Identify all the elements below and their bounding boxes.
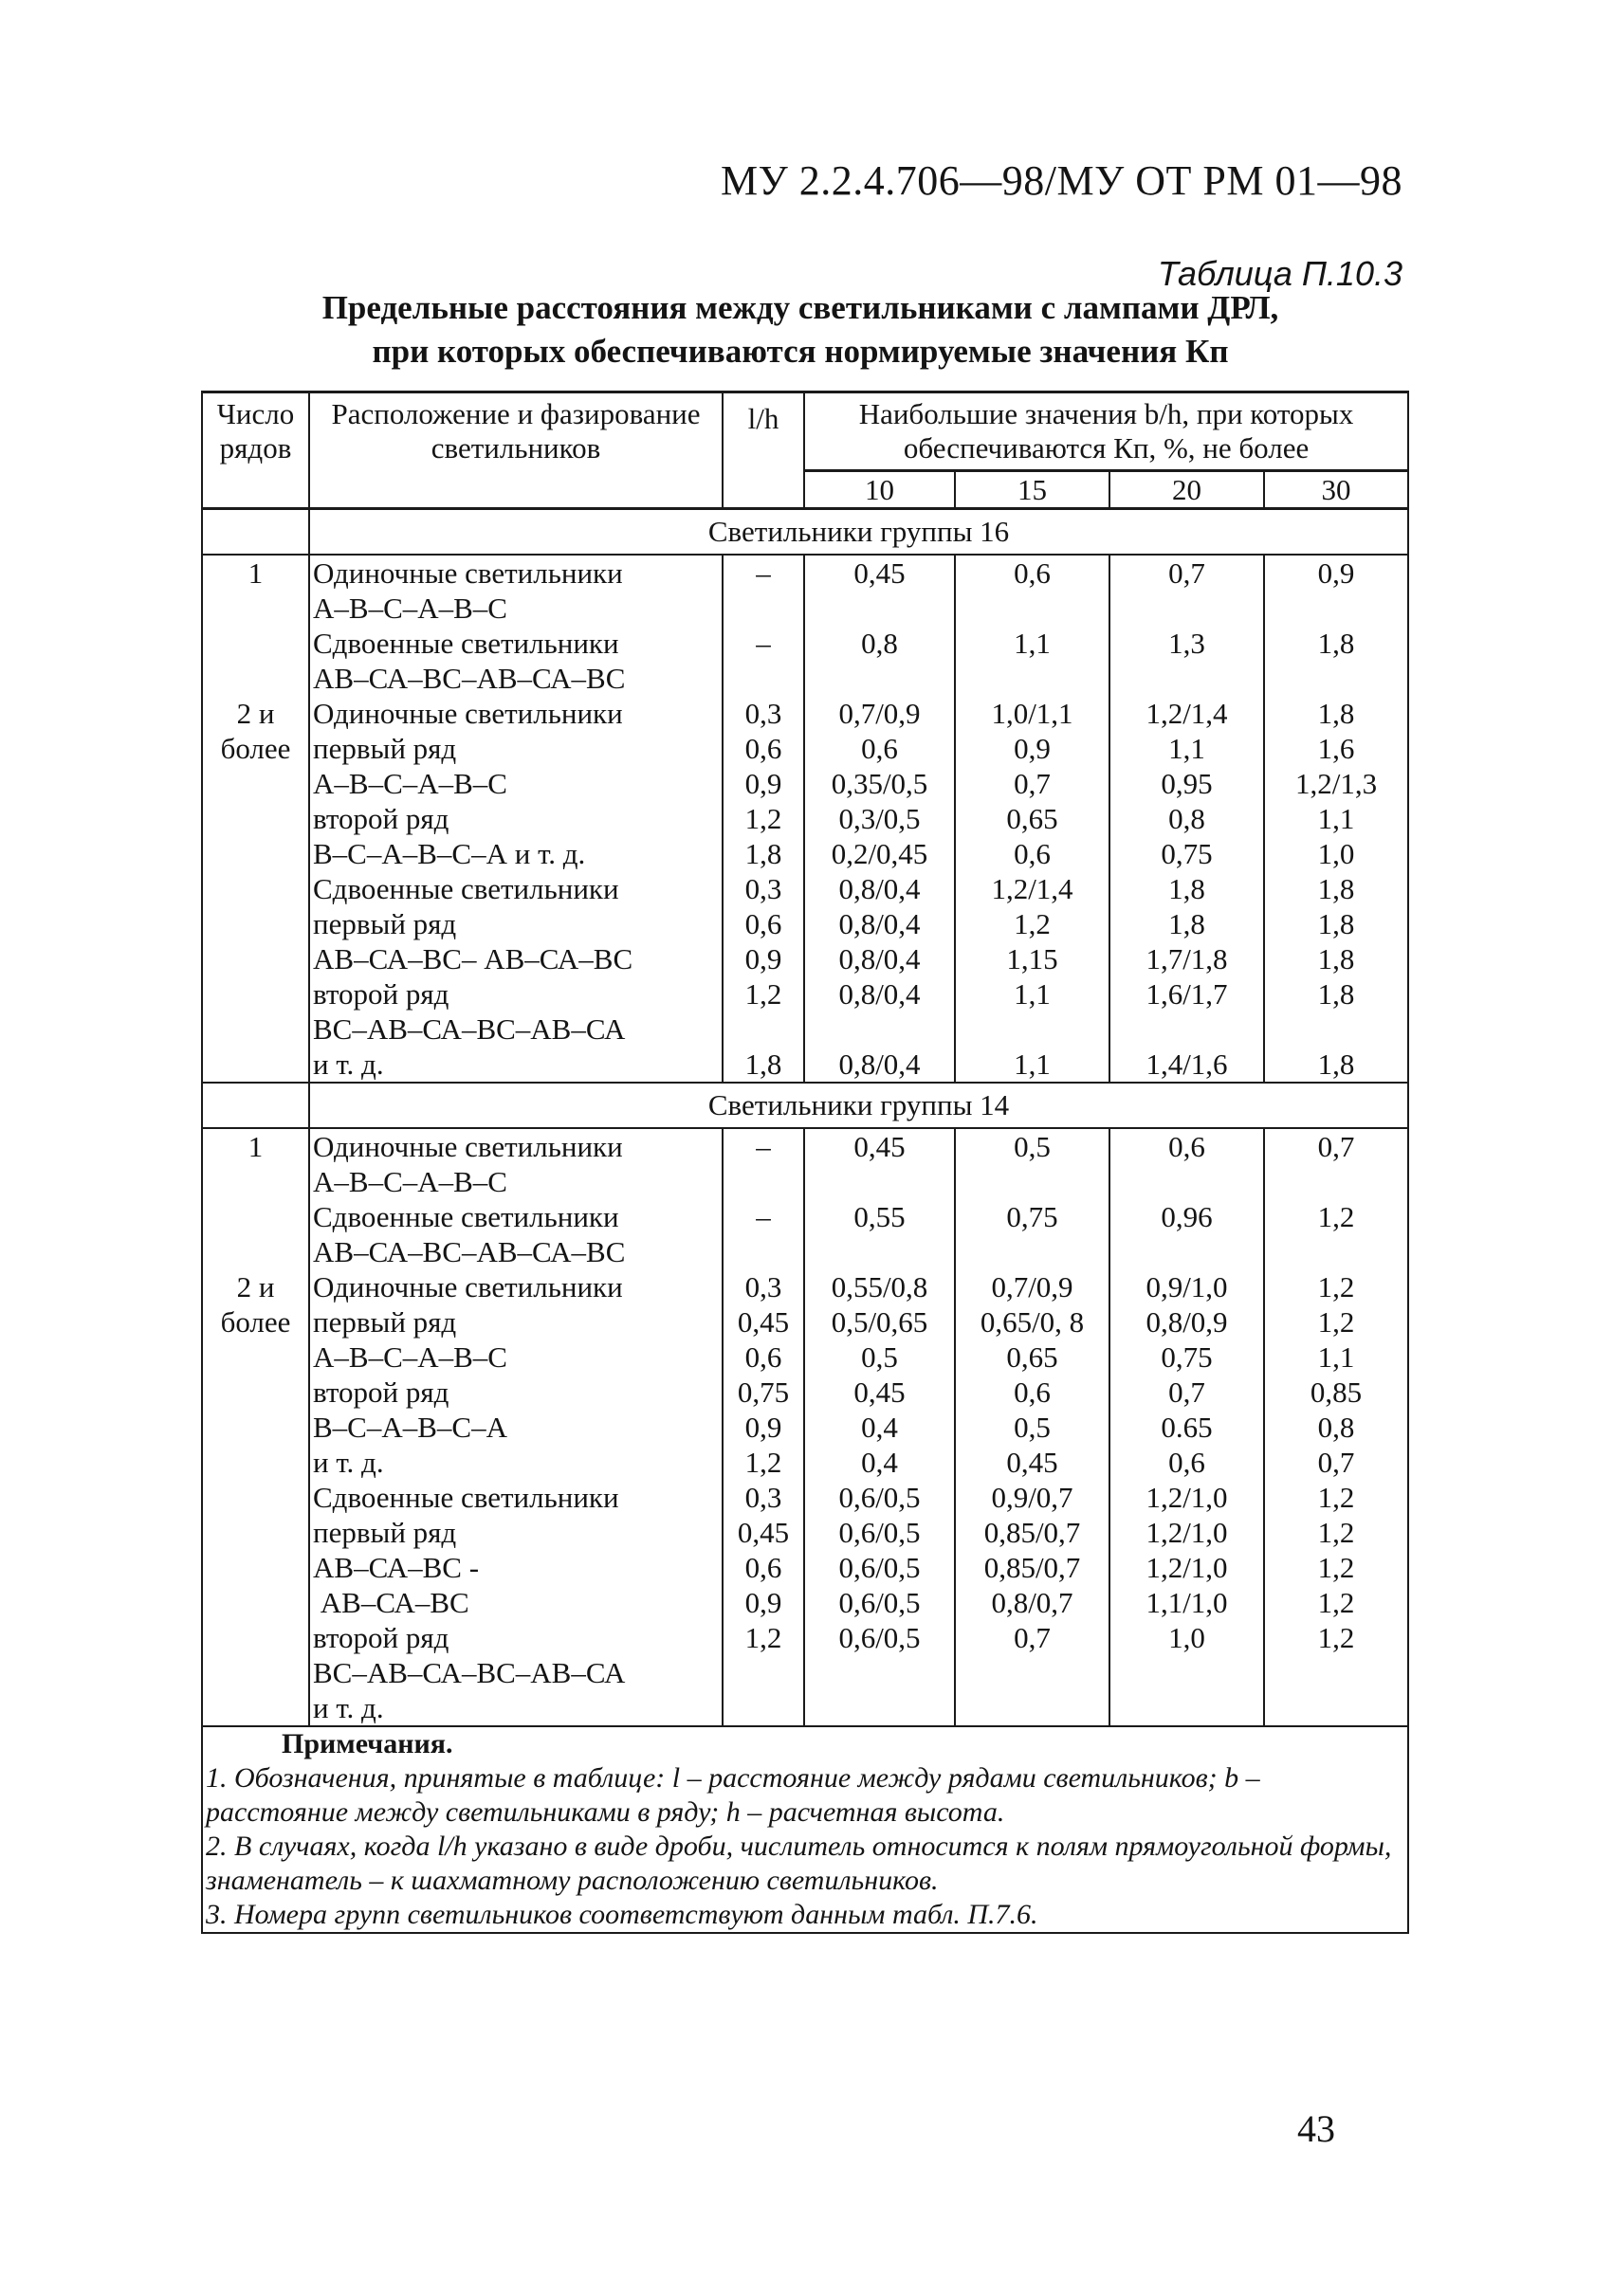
lh-cell: 0,3 bbox=[723, 871, 804, 906]
table-row bbox=[202, 976, 1408, 1011]
kp10-cell: 0,6/0,5 bbox=[804, 1585, 955, 1620]
kp15-cell: 1,2/1,4 bbox=[955, 871, 1109, 906]
header-max-bh: Наибольшие значения b/h, при которых обеспечиваются Кп, %, не более bbox=[804, 392, 1408, 471]
kp30-cell: 1,2 bbox=[1264, 1269, 1408, 1304]
kp10-cell bbox=[804, 1655, 955, 1690]
table-row bbox=[202, 1234, 1408, 1269]
table-title bbox=[203, 286, 1398, 374]
kp30-cell: 1,8 bbox=[1264, 906, 1408, 941]
kp10-cell: 0,6/0,5 bbox=[804, 1515, 955, 1550]
kp30-cell: 1,8 bbox=[1264, 941, 1408, 976]
kp15-cell: 1,15 bbox=[955, 941, 1109, 976]
kp10-cell: 0,8 bbox=[804, 626, 955, 661]
kp20-cell: 0,6 bbox=[1109, 1128, 1264, 1164]
kp30-cell: 1,6 bbox=[1264, 731, 1408, 766]
rows-count-cell bbox=[202, 1234, 309, 1269]
lh-cell: 0,3 bbox=[723, 696, 804, 731]
table-row bbox=[202, 1445, 1408, 1480]
lh-cell bbox=[723, 591, 804, 626]
arrangement-cell: Одиночные светильники bbox=[309, 555, 723, 591]
kp30-cell: 1,2 bbox=[1264, 1304, 1408, 1339]
kp30-cell: 1,8 bbox=[1264, 871, 1408, 906]
rows-count-cell bbox=[202, 661, 309, 696]
kp20-cell: 0,75 bbox=[1109, 836, 1264, 871]
arrangement-cell: второй ряд bbox=[309, 801, 723, 836]
table-number: Таблица П.10.3 bbox=[1157, 254, 1402, 293]
rows-count-cell bbox=[202, 1515, 309, 1550]
lh-cell: 0,9 bbox=[723, 1585, 804, 1620]
kp30-cell: 1,1 bbox=[1264, 1339, 1408, 1375]
kp30-cell: 1,2 bbox=[1264, 1620, 1408, 1655]
lh-cell: 0,75 bbox=[723, 1375, 804, 1410]
header-lh: l/h bbox=[723, 392, 804, 509]
table-row bbox=[202, 1620, 1408, 1655]
lh-cell: – bbox=[723, 1128, 804, 1164]
rows-count-cell bbox=[202, 801, 309, 836]
kp20-cell: 1,2/1,0 bbox=[1109, 1550, 1264, 1585]
notes-heading: Примечания. bbox=[282, 1728, 453, 1759]
kp30-cell bbox=[1264, 661, 1408, 696]
notes-row bbox=[202, 1726, 1408, 1933]
kp20-cell bbox=[1109, 661, 1264, 696]
lh-cell: 0,9 bbox=[723, 941, 804, 976]
kp20-cell bbox=[1109, 591, 1264, 626]
kp30-cell: 1,8 bbox=[1264, 626, 1408, 661]
table-row bbox=[202, 1655, 1408, 1690]
lh-cell bbox=[723, 1655, 804, 1690]
kp10-cell bbox=[804, 1011, 955, 1047]
arrangement-cell: А–В–С–А–В–С bbox=[309, 1164, 723, 1199]
arrangement-cell: первый ряд bbox=[309, 731, 723, 766]
kp20-cell: 0,96 bbox=[1109, 1199, 1264, 1234]
table-row bbox=[202, 1269, 1408, 1304]
document-code: МУ 2.2.4.706—98/МУ ОТ РМ 01—98 bbox=[720, 157, 1402, 204]
kp10-cell: 0,45 bbox=[804, 555, 955, 591]
rows-count-cell bbox=[202, 591, 309, 626]
kp10-cell bbox=[804, 1690, 955, 1726]
group-header-spacer bbox=[202, 509, 309, 556]
table-row bbox=[202, 1690, 1408, 1726]
rows-count-cell bbox=[202, 836, 309, 871]
arrangement-cell: Сдвоенные светильники bbox=[309, 1199, 723, 1234]
rows-count-cell bbox=[202, 1550, 309, 1585]
group-header-row bbox=[202, 1083, 1408, 1128]
kp30-cell: 1,2/1,3 bbox=[1264, 766, 1408, 801]
kp20-cell: 1,7/1,8 bbox=[1109, 941, 1264, 976]
kp10-cell: 0,4 bbox=[804, 1445, 955, 1480]
kp10-cell: 0,8/0,4 bbox=[804, 941, 955, 976]
data-table bbox=[201, 391, 1409, 1934]
kp10-cell: 0,55/0,8 bbox=[804, 1269, 955, 1304]
table-row bbox=[202, 836, 1408, 871]
table-row bbox=[202, 661, 1408, 696]
kp15-cell: 1,2 bbox=[955, 906, 1109, 941]
kp15-cell: 0,9/0,7 bbox=[955, 1480, 1109, 1515]
kp10-cell: 0,4 bbox=[804, 1410, 955, 1445]
arrangement-cell: АВ–СА–ВС - bbox=[309, 1550, 723, 1585]
lh-cell: 0,45 bbox=[723, 1304, 804, 1339]
arrangement-cell: и т. д. bbox=[309, 1690, 723, 1726]
lh-cell bbox=[723, 1011, 804, 1047]
kp30-cell: 0,7 bbox=[1264, 1128, 1408, 1164]
rows-count-cell: 2 и bbox=[202, 696, 309, 731]
kp20-cell: 1,8 bbox=[1109, 906, 1264, 941]
kp10-cell: 0,45 bbox=[804, 1128, 955, 1164]
header-kp-30: 30 bbox=[1264, 471, 1408, 509]
note-item: 1. Обозначения, принятые в таблице: l – расстояние между рядами светильников; b – расстояние между светильниками в ряду; h – расчетная высота. bbox=[206, 1762, 1260, 1828]
kp15-cell: 0,5 bbox=[955, 1128, 1109, 1164]
kp10-cell: 0,3/0,5 bbox=[804, 801, 955, 836]
kp20-cell bbox=[1109, 1655, 1264, 1690]
kp15-cell bbox=[955, 661, 1109, 696]
table-row bbox=[202, 731, 1408, 766]
table-row bbox=[202, 1585, 1408, 1620]
kp20-cell: 1,1/1,0 bbox=[1109, 1585, 1264, 1620]
header-kp-20: 20 bbox=[1109, 471, 1264, 509]
rows-count-cell: 2 и bbox=[202, 1269, 309, 1304]
kp10-cell: 0,35/0,5 bbox=[804, 766, 955, 801]
kp30-cell: 1,0 bbox=[1264, 836, 1408, 871]
arrangement-cell: и т. д. bbox=[309, 1445, 723, 1480]
kp20-cell bbox=[1109, 1164, 1264, 1199]
kp15-cell bbox=[955, 1164, 1109, 1199]
kp15-cell: 0,6 bbox=[955, 836, 1109, 871]
rows-count-cell bbox=[202, 1199, 309, 1234]
kp10-cell: 0,6/0,5 bbox=[804, 1620, 955, 1655]
rows-count-cell bbox=[202, 871, 309, 906]
group-title: Светильники группы 14 bbox=[309, 1083, 1408, 1128]
kp30-cell: 1,2 bbox=[1264, 1199, 1408, 1234]
arrangement-cell: Сдвоенные светильники bbox=[309, 871, 723, 906]
kp20-cell: 0,9/1,0 bbox=[1109, 1269, 1264, 1304]
kp20-cell: 1,3 bbox=[1109, 626, 1264, 661]
table-row bbox=[202, 1199, 1408, 1234]
kp30-cell: 0,8 bbox=[1264, 1410, 1408, 1445]
kp15-cell: 0,9 bbox=[955, 731, 1109, 766]
rows-count-cell bbox=[202, 1690, 309, 1726]
kp20-cell: 0,75 bbox=[1109, 1339, 1264, 1375]
table-row bbox=[202, 1339, 1408, 1375]
table-row bbox=[202, 871, 1408, 906]
arrangement-cell: первый ряд bbox=[309, 1515, 723, 1550]
table-row bbox=[202, 941, 1408, 976]
arrangement-cell: второй ряд bbox=[309, 976, 723, 1011]
arrangement-cell: АВ–СА–ВС bbox=[309, 1585, 723, 1620]
lh-cell bbox=[723, 1690, 804, 1726]
note-item: 2. В случаях, когда l/h указано в виде дроби, числитель относится к полям прямоугольной формы, знаменатель – к шахматному расположению светильников. bbox=[206, 1831, 1392, 1896]
kp20-cell: 1,2/1,0 bbox=[1109, 1480, 1264, 1515]
kp20-cell: 0,7 bbox=[1109, 1375, 1264, 1410]
kp15-cell bbox=[955, 1655, 1109, 1690]
table-row bbox=[202, 591, 1408, 626]
kp10-cell: 0,8/0,4 bbox=[804, 906, 955, 941]
arrangement-cell: АВ–СА–ВС–АВ–СА–ВС bbox=[309, 1234, 723, 1269]
kp10-cell bbox=[804, 661, 955, 696]
kp20-cell: 1,4/1,6 bbox=[1109, 1047, 1264, 1083]
group-header-spacer bbox=[202, 1083, 309, 1128]
arrangement-cell: А–В–С–А–В–С bbox=[309, 591, 723, 626]
kp15-cell: 0,85/0,7 bbox=[955, 1515, 1109, 1550]
kp15-cell: 0,7 bbox=[955, 766, 1109, 801]
kp20-cell bbox=[1109, 1011, 1264, 1047]
rows-count-cell bbox=[202, 1339, 309, 1375]
table-row bbox=[202, 1410, 1408, 1445]
rows-count-cell bbox=[202, 1585, 309, 1620]
kp10-cell: 0,5 bbox=[804, 1339, 955, 1375]
kp10-cell bbox=[804, 1164, 955, 1199]
kp15-cell: 0,6 bbox=[955, 555, 1109, 591]
lh-cell: 1,8 bbox=[723, 836, 804, 871]
note-item: 3. Номера групп светильников соответствуют данным табл. П.7.6. bbox=[206, 1899, 1038, 1930]
lh-cell: 0,3 bbox=[723, 1480, 804, 1515]
rows-count-cell: 1 bbox=[202, 1128, 309, 1164]
lh-cell: – bbox=[723, 555, 804, 591]
arrangement-cell: второй ряд bbox=[309, 1375, 723, 1410]
kp15-cell: 0,6 bbox=[955, 1375, 1109, 1410]
table-row bbox=[202, 696, 1408, 731]
lh-cell: 0,9 bbox=[723, 1410, 804, 1445]
rows-count-cell bbox=[202, 976, 309, 1011]
kp30-cell: 1,2 bbox=[1264, 1515, 1408, 1550]
arrangement-cell: Одиночные светильники bbox=[309, 1269, 723, 1304]
rows-count-cell bbox=[202, 1375, 309, 1410]
kp10-cell: 0,6 bbox=[804, 731, 955, 766]
kp30-cell: 1,8 bbox=[1264, 1047, 1408, 1083]
header-rows-count: Число рядов bbox=[202, 392, 309, 509]
arrangement-cell: Одиночные светильники bbox=[309, 696, 723, 731]
lh-cell: 1,2 bbox=[723, 976, 804, 1011]
lh-cell: – bbox=[723, 1199, 804, 1234]
kp15-cell: 0,85/0,7 bbox=[955, 1550, 1109, 1585]
table-row bbox=[202, 766, 1408, 801]
kp20-cell: 0,8/0,9 bbox=[1109, 1304, 1264, 1339]
lh-cell bbox=[723, 1164, 804, 1199]
table-row bbox=[202, 1164, 1408, 1199]
kp20-cell bbox=[1109, 1234, 1264, 1269]
kp10-cell: 0,7/0,9 bbox=[804, 696, 955, 731]
lh-cell: 0,6 bbox=[723, 906, 804, 941]
kp15-cell: 0,65/0, 8 bbox=[955, 1304, 1109, 1339]
lh-cell: 1,2 bbox=[723, 1620, 804, 1655]
kp30-cell bbox=[1264, 1655, 1408, 1690]
kp15-cell: 0,45 bbox=[955, 1445, 1109, 1480]
kp15-cell: 0,75 bbox=[955, 1199, 1109, 1234]
rows-count-cell bbox=[202, 1410, 309, 1445]
kp10-cell: 0,55 bbox=[804, 1199, 955, 1234]
table-row bbox=[202, 1011, 1408, 1047]
kp20-cell: 0,95 bbox=[1109, 766, 1264, 801]
group-title: Светильники группы 16 bbox=[309, 509, 1408, 556]
table-row bbox=[202, 906, 1408, 941]
arrangement-cell: Сдвоенные светильники bbox=[309, 1480, 723, 1515]
arrangement-cell: ВС–АВ–СА–ВС–АВ–СА bbox=[309, 1655, 723, 1690]
table-row bbox=[202, 1480, 1408, 1515]
kp30-cell: 1,2 bbox=[1264, 1550, 1408, 1585]
kp30-cell bbox=[1264, 1690, 1408, 1726]
rows-count-cell: более bbox=[202, 1304, 309, 1339]
lh-cell: 0,9 bbox=[723, 766, 804, 801]
kp15-cell: 0,7 bbox=[955, 1620, 1109, 1655]
arrangement-cell: АВ–СА–ВС– АВ–СА–ВС bbox=[309, 941, 723, 976]
table-row bbox=[202, 1375, 1408, 1410]
header-arrangement: Расположение и фазирование светильников bbox=[309, 392, 723, 509]
kp30-cell: 1,1 bbox=[1264, 801, 1408, 836]
rows-count-cell bbox=[202, 906, 309, 941]
kp20-cell: 1,2/1,0 bbox=[1109, 1515, 1264, 1550]
rows-count-cell: более bbox=[202, 731, 309, 766]
arrangement-cell: В–С–А–В–С–А и т. д. bbox=[309, 836, 723, 871]
arrangement-cell: А–В–С–А–В–С bbox=[309, 766, 723, 801]
kp20-cell: 1,1 bbox=[1109, 731, 1264, 766]
kp20-cell bbox=[1109, 1690, 1264, 1726]
kp20-cell: 1,8 bbox=[1109, 871, 1264, 906]
table-row bbox=[202, 1128, 1408, 1164]
header-kp-15: 15 bbox=[955, 471, 1109, 509]
lh-cell: – bbox=[723, 626, 804, 661]
lh-cell bbox=[723, 661, 804, 696]
rows-count-cell bbox=[202, 1011, 309, 1047]
lh-cell: 1,8 bbox=[723, 1047, 804, 1083]
table-row bbox=[202, 1550, 1408, 1585]
kp30-cell bbox=[1264, 1164, 1408, 1199]
kp15-cell: 0,5 bbox=[955, 1410, 1109, 1445]
kp30-cell: 1,2 bbox=[1264, 1585, 1408, 1620]
lh-cell: 1,2 bbox=[723, 1445, 804, 1480]
kp10-cell: 0,6/0,5 bbox=[804, 1480, 955, 1515]
kp10-cell: 0,45 bbox=[804, 1375, 955, 1410]
rows-count-cell bbox=[202, 1620, 309, 1655]
arrangement-cell: В–С–А–В–С–А bbox=[309, 1410, 723, 1445]
lh-cell: 1,2 bbox=[723, 801, 804, 836]
rows-count-cell bbox=[202, 626, 309, 661]
arrangement-cell: первый ряд bbox=[309, 1304, 723, 1339]
kp30-cell bbox=[1264, 1234, 1408, 1269]
kp20-cell: 0.65 bbox=[1109, 1410, 1264, 1445]
kp20-cell: 0,8 bbox=[1109, 801, 1264, 836]
kp15-cell: 1,1 bbox=[955, 626, 1109, 661]
kp20-cell: 1,2/1,4 bbox=[1109, 696, 1264, 731]
lh-cell: 0,6 bbox=[723, 731, 804, 766]
arrangement-cell: А–В–С–А–В–С bbox=[309, 1339, 723, 1375]
lh-cell: 0,3 bbox=[723, 1269, 804, 1304]
table-title-line-1: Предельные расстояния между светильниками с лампами ДРЛ, bbox=[321, 289, 1279, 326]
notes-block bbox=[202, 1726, 1408, 1933]
kp15-cell: 0,7/0,9 bbox=[955, 1269, 1109, 1304]
kp15-cell: 1,0/1,1 bbox=[955, 696, 1109, 731]
kp10-cell: 0,6/0,5 bbox=[804, 1550, 955, 1585]
arrangement-cell: Сдвоенные светильники bbox=[309, 626, 723, 661]
kp30-cell: 0,9 bbox=[1264, 555, 1408, 591]
rows-count-cell: 1 bbox=[202, 555, 309, 591]
kp10-cell bbox=[804, 591, 955, 626]
header-kp-10: 10 bbox=[804, 471, 955, 509]
kp20-cell: 0,6 bbox=[1109, 1445, 1264, 1480]
kp30-cell bbox=[1264, 591, 1408, 626]
page-number: 43 bbox=[1297, 2107, 1335, 2150]
kp15-cell: 1,1 bbox=[955, 976, 1109, 1011]
kp30-cell: 1,8 bbox=[1264, 696, 1408, 731]
table-row bbox=[202, 1515, 1408, 1550]
kp20-cell: 1,0 bbox=[1109, 1620, 1264, 1655]
rows-count-cell bbox=[202, 766, 309, 801]
rows-count-cell bbox=[202, 1480, 309, 1515]
kp30-cell bbox=[1264, 1011, 1408, 1047]
table-row bbox=[202, 626, 1408, 661]
lh-cell: 0,6 bbox=[723, 1550, 804, 1585]
rows-count-cell bbox=[202, 1655, 309, 1690]
arrangement-cell: АВ–СА–ВС–АВ–СА–ВС bbox=[309, 661, 723, 696]
group-header-row bbox=[202, 509, 1408, 556]
table-row bbox=[202, 1304, 1408, 1339]
rows-count-cell bbox=[202, 1047, 309, 1083]
lh-cell: 0,45 bbox=[723, 1515, 804, 1550]
kp20-cell: 1,6/1,7 bbox=[1109, 976, 1264, 1011]
kp15-cell bbox=[955, 1011, 1109, 1047]
table-row bbox=[202, 1047, 1408, 1083]
kp10-cell: 0,8/0,4 bbox=[804, 1047, 955, 1083]
kp30-cell: 1,8 bbox=[1264, 976, 1408, 1011]
arrangement-cell: Одиночные светильники bbox=[309, 1128, 723, 1164]
lh-cell bbox=[723, 1234, 804, 1269]
kp15-cell: 0,65 bbox=[955, 1339, 1109, 1375]
kp20-cell: 0,7 bbox=[1109, 555, 1264, 591]
kp10-cell: 0,2/0,45 bbox=[804, 836, 955, 871]
kp30-cell: 0,7 bbox=[1264, 1445, 1408, 1480]
table-row bbox=[202, 801, 1408, 836]
kp10-cell: 0,8/0,4 bbox=[804, 976, 955, 1011]
arrangement-cell: ВС–АВ–СА–ВС–АВ–СА bbox=[309, 1011, 723, 1047]
kp30-cell: 1,2 bbox=[1264, 1480, 1408, 1515]
kp10-cell: 0,8/0,4 bbox=[804, 871, 955, 906]
kp30-cell: 0,85 bbox=[1264, 1375, 1408, 1410]
rows-count-cell bbox=[202, 1445, 309, 1480]
table-row bbox=[202, 555, 1408, 591]
table-title-line-2: при которых обеспечиваются нормируемые значения Кп bbox=[372, 333, 1229, 370]
lh-cell: 0,6 bbox=[723, 1339, 804, 1375]
rows-count-cell bbox=[202, 941, 309, 976]
kp10-cell bbox=[804, 1234, 955, 1269]
arrangement-cell: и т. д. bbox=[309, 1047, 723, 1083]
kp10-cell: 0,5/0,65 bbox=[804, 1304, 955, 1339]
rows-count-cell bbox=[202, 1164, 309, 1199]
arrangement-cell: второй ряд bbox=[309, 1620, 723, 1655]
arrangement-cell: первый ряд bbox=[309, 906, 723, 941]
header-row bbox=[202, 392, 1408, 471]
kp15-cell bbox=[955, 591, 1109, 626]
kp15-cell: 0,8/0,7 bbox=[955, 1585, 1109, 1620]
kp15-cell: 0,65 bbox=[955, 801, 1109, 836]
kp15-cell bbox=[955, 1690, 1109, 1726]
kp15-cell bbox=[955, 1234, 1109, 1269]
kp15-cell: 1,1 bbox=[955, 1047, 1109, 1083]
